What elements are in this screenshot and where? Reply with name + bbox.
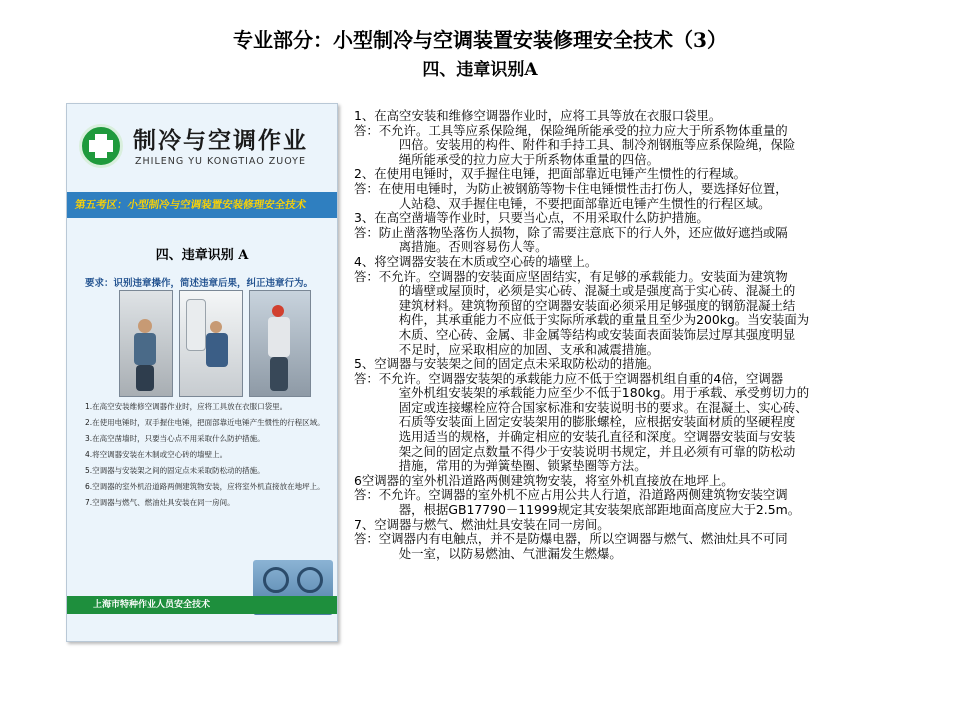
- question: 7、空调器与燃气、燃油灶具安装在同一房间。: [354, 516, 610, 532]
- poster-requirement: 要求：识别违章操作，简述违章后果，纠正违章行为。: [85, 278, 314, 289]
- answer-line: 防止凿落物坠落伤人损物，除了需要注意底下的行人外，还应做好遮挡或隔: [378, 224, 788, 240]
- answer-line: 不允许。空调器的安装面应坚固结实，有足够的承载能力。安装面为建筑物: [378, 268, 788, 284]
- poster-item: 7.空调器与燃气、燃油灶具安装在同一房间。: [85, 498, 235, 507]
- poster-item: 6.空调器的室外机沿道路两侧建筑物安装，应将室外机直接放在地坪上。: [85, 482, 325, 491]
- answer-line: 木质、空心砖、金属、非金属等结构或安装面表面装饰层过厚其强度明显: [398, 326, 796, 342]
- question: 3、在高空凿墙等作业时，只要当心点，不用采取什么防护措施。: [354, 210, 709, 226]
- answer-line: 离措施。否则容易伤人等。: [398, 239, 548, 255]
- qa-item: [354, 167, 924, 211]
- answer: [354, 372, 924, 474]
- poster-item-list: [85, 400, 325, 512]
- fan-icon: [263, 567, 289, 593]
- poster-footer: [67, 596, 337, 614]
- fan-icon: [297, 567, 323, 593]
- answer-line: 人站稳、双手握住电锤，不要把面部靠近电锤产生惯性的行程区域。: [398, 195, 771, 211]
- qa-item: [354, 109, 924, 167]
- answer-label: 答：: [354, 531, 379, 547]
- answer-label: 答：: [354, 487, 379, 503]
- poster-footer-text: 上海市特种作业人员安全技术: [93, 600, 211, 610]
- answer-line: 四倍。安装用的构件、附件和手持工具、制冷剂钢瓶等应系保险绳，保险: [398, 137, 796, 153]
- answer-line: 不足时，应采取相应的加固、支承和减震措施。: [398, 341, 659, 357]
- answer-line: 选用适当的规格，并确定相应的安装孔直径和深度。空调器安装面与安装: [398, 429, 796, 445]
- qa-list: [354, 109, 924, 561]
- answer-line: 构件，其承重能力不应低于实际所承载的重量且至少为200kg。当安装面为: [398, 312, 810, 328]
- answer-line: 不允许。工具等应系保险绳，保险绳所能承受的拉力应大于所系物体重量的: [378, 122, 788, 138]
- poster-logo: [79, 122, 329, 184]
- poster-banner-text: 第五考区：小型制冷与空调装置安装修理安全技术: [74, 199, 307, 211]
- answer-label: 答：: [354, 224, 379, 240]
- qa-item: [354, 357, 924, 474]
- answer-line: 器，根据GB17790－11999规定其安装架底部距地面高度应大于2.5m。: [398, 502, 801, 518]
- poster-brand: 制冷与空调作业: [133, 127, 308, 154]
- answer-line: 绳所能承受的拉力应大于所系物体重量的四倍。: [398, 151, 659, 167]
- answer-line: 空调器内有电触点，并不是防爆电器，所以空调器与燃气、燃油灶具不可同: [378, 531, 788, 547]
- answer: [354, 270, 924, 358]
- question: 5、空调器与安装架之间的固定点未采取防松动的措施。: [354, 356, 660, 372]
- answer-line: 的墙壁或屋顶时，必须是实心砖、混凝土或是强度高于实心砖、混凝土的: [398, 283, 796, 299]
- question: 6空调器的室外机沿道路两侧建筑物安装，将室外机直接放在地坪上。: [354, 472, 734, 488]
- answer-line: 处一室，以防易燃油、气泄漏发生燃爆。: [398, 545, 622, 561]
- page-title: 专业部分：小型制冷与空调装置安装修理安全技术（3）: [233, 28, 727, 52]
- page-subtitle: 四、违章识别A: [422, 60, 538, 80]
- worker-photo-3: [249, 290, 311, 397]
- poster-item: 4.将空调器安装在木制或空心砖的墙壁上。: [85, 450, 228, 459]
- qa-item: [354, 255, 924, 357]
- answer-line: 建筑材料。建筑物预留的空调器安装面必须采用足够强度的钢筋混凝土结: [398, 297, 796, 313]
- answer-line: 在使用电锤时，为防止被钢筋等物卡住电锤惯性击打伤人，要选择好位置，: [378, 180, 788, 196]
- answer-label: 答：: [354, 180, 379, 196]
- poster-item: 3.在高空凿墙时，只要当心点不用采取什么防护措施。: [85, 434, 265, 443]
- answer-label: 答：: [354, 122, 379, 138]
- question: 4、将空调器安装在木质或空心砖的墙壁上。: [354, 253, 598, 269]
- answer-line: 架之间的固定点数量不得少于安装说明书规定，并且必须有可靠的防松动: [398, 443, 796, 459]
- poster-section-title: 四、违章识别 A: [155, 248, 249, 263]
- question: 1、在高空安装和维修空调器作业时，应将工具等放在衣服口袋里。: [354, 108, 722, 123]
- poster-item: 1.在高空安装维修空调器作业时，应将工具放在衣服口袋里。: [85, 402, 288, 411]
- qa-item: [354, 474, 924, 518]
- answer: [354, 532, 924, 561]
- poster-item: 5.空调器与安装架之间的固定点未采取防松动的措施。: [85, 466, 265, 475]
- poster-item: 2.在使用电锤时，双手握住电锤，把面部靠近电锤产生惯性的行程区域。: [85, 418, 325, 427]
- qa-item: [354, 211, 924, 255]
- answer-line: 固定或连接螺栓应符合国家标准和安装说明书的要求。在混凝土、实心砖、: [398, 399, 808, 415]
- answer: [354, 124, 924, 168]
- answer-line: 不允许。空调器的室外机不应占用公共人行道，沿道路两侧建筑物安装空调: [378, 487, 788, 503]
- answer-line: 措施，常用的为弹簧垫圈、锁紧垫圈等方法。: [398, 458, 647, 474]
- answer-line: 石质等安装面上固定安装架用的膨胀螺栓，应根据安装面材质的坚硬程度: [398, 414, 796, 430]
- answer: [354, 488, 924, 517]
- answer-label: 答：: [354, 370, 379, 386]
- worker-photo-2: [179, 290, 243, 397]
- answer-line: 不允许。空调器安装架的承载能力应不低于空调器机组自重的4倍，空调器: [378, 370, 784, 386]
- answer-label: 答：: [354, 268, 379, 284]
- poster-brand-pinyin: ZHILENG YU KONGTIAO ZUOYE: [135, 156, 306, 167]
- safety-cross-icon: [79, 124, 123, 168]
- answer: [354, 182, 924, 211]
- qa-item: [354, 518, 924, 562]
- worker-photo-1: [119, 290, 173, 397]
- question: 2、在使用电锤时，双手握住电锤，把面部靠近电锤产生惯性的行程域。: [354, 166, 746, 182]
- answer: [354, 226, 924, 255]
- poster-banner: [66, 192, 338, 218]
- answer-line: 室外机组安装架的承载能力应至少不低于180kg。用于承载、承受剪切力的: [398, 385, 810, 401]
- poster-image: [66, 103, 338, 642]
